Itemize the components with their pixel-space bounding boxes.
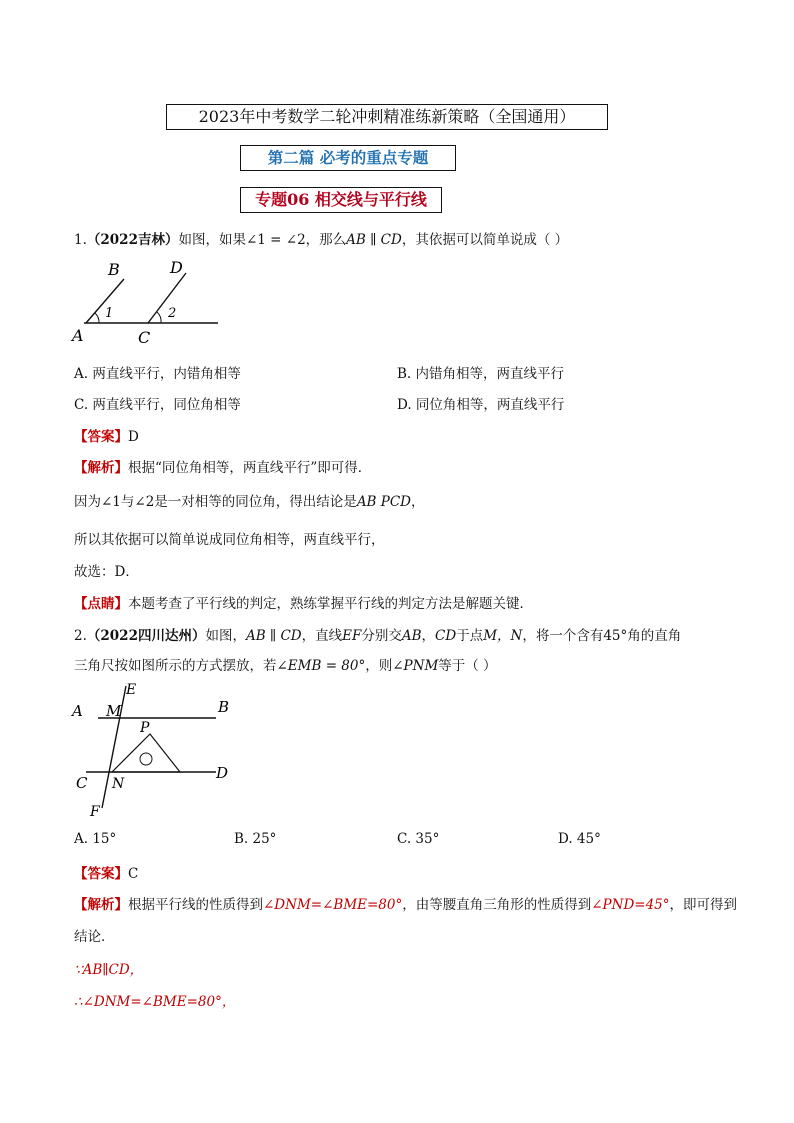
q1-answer-value: D bbox=[128, 429, 139, 445]
q2-stem-text-3: 分别交 bbox=[361, 628, 402, 644]
q2-stem-text-5: 于点 bbox=[456, 628, 484, 644]
q2-label-d: D bbox=[216, 764, 229, 782]
q1-option-d[interactable]: D. 同位角相等，两直线平行 bbox=[397, 397, 565, 413]
q2-option-b[interactable]: B. 25° bbox=[234, 831, 277, 847]
q2-label-b: B bbox=[218, 698, 230, 716]
q2-stem-line2 bbox=[74, 654, 497, 674]
q1-line2-end: ， bbox=[411, 494, 425, 510]
q1-line3: 所以其依据可以简单说成同位角相等，两直线平行， bbox=[74, 532, 385, 548]
q1-label-1: 1 bbox=[105, 306, 114, 321]
q1-option-c[interactable]: C. 两直线平行，同位角相等 bbox=[74, 397, 241, 413]
q2-because-line: ∵AB∥CD， bbox=[74, 962, 144, 978]
q2-analysis-text-3: ，即可得到 bbox=[669, 897, 738, 913]
q2-figure bbox=[68, 676, 248, 826]
q1-comment bbox=[74, 592, 533, 612]
q1-analysis-label: 【解析】 bbox=[74, 460, 128, 476]
q2-stem-text-1: 如图， bbox=[205, 628, 246, 644]
q1-answer bbox=[74, 425, 139, 445]
q1-stem-text-end: ，其依据可以简单说成（ ） bbox=[401, 232, 569, 248]
q1-label-2: 2 bbox=[168, 306, 177, 321]
q2-analysis-math-2: ∠PND=45° bbox=[591, 897, 670, 913]
q2-answer bbox=[74, 862, 138, 882]
q1-option-b[interactable]: B. 内错角相等，两直线平行 bbox=[397, 366, 565, 382]
q1-figure-line-cd bbox=[148, 273, 186, 323]
q1-figure-angle-1-arc bbox=[95, 313, 99, 323]
q2-analysis-text-2: ，由等腰直角三角形的性质得到 bbox=[402, 897, 592, 913]
q2-label-p: P bbox=[140, 720, 150, 736]
q2-answer-value: C bbox=[128, 866, 139, 882]
q1-analysis bbox=[74, 456, 371, 476]
q1-line2 bbox=[74, 490, 425, 510]
q2-stem-math-1: AB ∥ CD bbox=[245, 628, 302, 644]
q2-stem-math-2: EF bbox=[342, 628, 362, 644]
topic-heading: 专题06 相交线与平行线 bbox=[240, 187, 442, 213]
q2-label-n: N bbox=[112, 776, 125, 792]
q1-line2-text: 因为∠1与∠2是一对相等的同位角，得出结论是 bbox=[74, 494, 357, 510]
q2-option-a[interactable]: A. 15° bbox=[74, 831, 117, 847]
q2-label-m: M bbox=[106, 702, 122, 720]
q2-analysis-label: 【解析】 bbox=[74, 897, 128, 913]
q2-stem2-math-2: ∠PNM bbox=[392, 658, 439, 674]
q2-stem-text-4: ， bbox=[421, 628, 436, 644]
q2-option-d[interactable]: D. 45° bbox=[558, 831, 601, 847]
q1-label-b: B bbox=[108, 260, 120, 279]
q2-label-e: E bbox=[126, 682, 137, 698]
q2-stem2-text-3: 等于（ ） bbox=[438, 658, 497, 674]
q1-comment-label: 【点睛】 bbox=[74, 596, 128, 612]
q2-analysis bbox=[74, 893, 737, 913]
part-heading: 第二篇 必考的重点专题 bbox=[240, 145, 456, 171]
q1-line2-math: AB PCD bbox=[356, 494, 412, 510]
q1-line4: 故选：D． bbox=[74, 564, 139, 580]
q2-answer-label: 【答案】 bbox=[74, 866, 128, 882]
document-title: 2023年中考数学二轮冲刺精准练新策略（全国通用） bbox=[166, 104, 608, 130]
q1-label-c: C bbox=[138, 328, 151, 347]
q2-label-c: C bbox=[76, 774, 88, 792]
q2-label-a: A bbox=[72, 702, 83, 720]
q1-number: 1. bbox=[74, 232, 87, 248]
q2-analysis-text-1: 根据平行线的性质得到 bbox=[128, 897, 263, 913]
q2-stem2-text-2: ，则 bbox=[365, 658, 393, 674]
q1-figure bbox=[70, 255, 230, 347]
q1-comment-text: 本题考查了平行线的判定，熟练掌握平行线的判定方法是解题关键． bbox=[128, 596, 533, 612]
q2-therefore-line: ∴∠DNM=∠BME=80°， bbox=[74, 994, 236, 1010]
q1-stem-text: 如图，如果∠1 = ∠2，那么 bbox=[178, 232, 347, 248]
q2-label-f: F bbox=[90, 804, 100, 820]
q1-answer-label: 【答案】 bbox=[74, 429, 128, 445]
q1-label-a: A bbox=[72, 326, 84, 345]
q1-label-d: D bbox=[170, 258, 183, 277]
q1-stem-math: AB ∥ CD bbox=[346, 232, 402, 248]
q2-stem-text-6: ，将一个含有45°角的直角 bbox=[522, 628, 682, 644]
q2-stem2-text-1: 三角尺按如图所示的方式摆放，若 bbox=[74, 658, 277, 674]
q1-source: （2022吉林） bbox=[86, 232, 179, 248]
q2-stem-math-4: CD bbox=[435, 628, 457, 644]
q1-analysis-text: 根据“同位角相等，两直线平行”即可得． bbox=[128, 460, 372, 476]
q2-source: （2022四川达州） bbox=[86, 628, 206, 644]
q1-figure-angle-2-arc bbox=[157, 312, 161, 323]
q2-number: 2. bbox=[74, 628, 87, 644]
q2-stem-text-2: ，直线 bbox=[301, 628, 343, 644]
q2-analysis-line2: 结论． bbox=[74, 929, 115, 945]
q2-option-c[interactable]: C. 35° bbox=[397, 831, 440, 847]
q2-figure-triangle-hole bbox=[140, 753, 152, 765]
q1-stem bbox=[74, 228, 568, 248]
q1-option-a[interactable]: A. 两直线平行，内错角相等 bbox=[74, 366, 241, 382]
q2-stem-math-3: AB bbox=[401, 628, 422, 644]
q2-stem-math-5: M，N bbox=[483, 628, 523, 644]
q2-stem-line1 bbox=[74, 624, 681, 644]
q2-stem2-math-1: ∠EMB = 80° bbox=[276, 658, 366, 674]
q2-analysis-math-1: ∠DNM=∠BME=80° bbox=[263, 897, 403, 913]
